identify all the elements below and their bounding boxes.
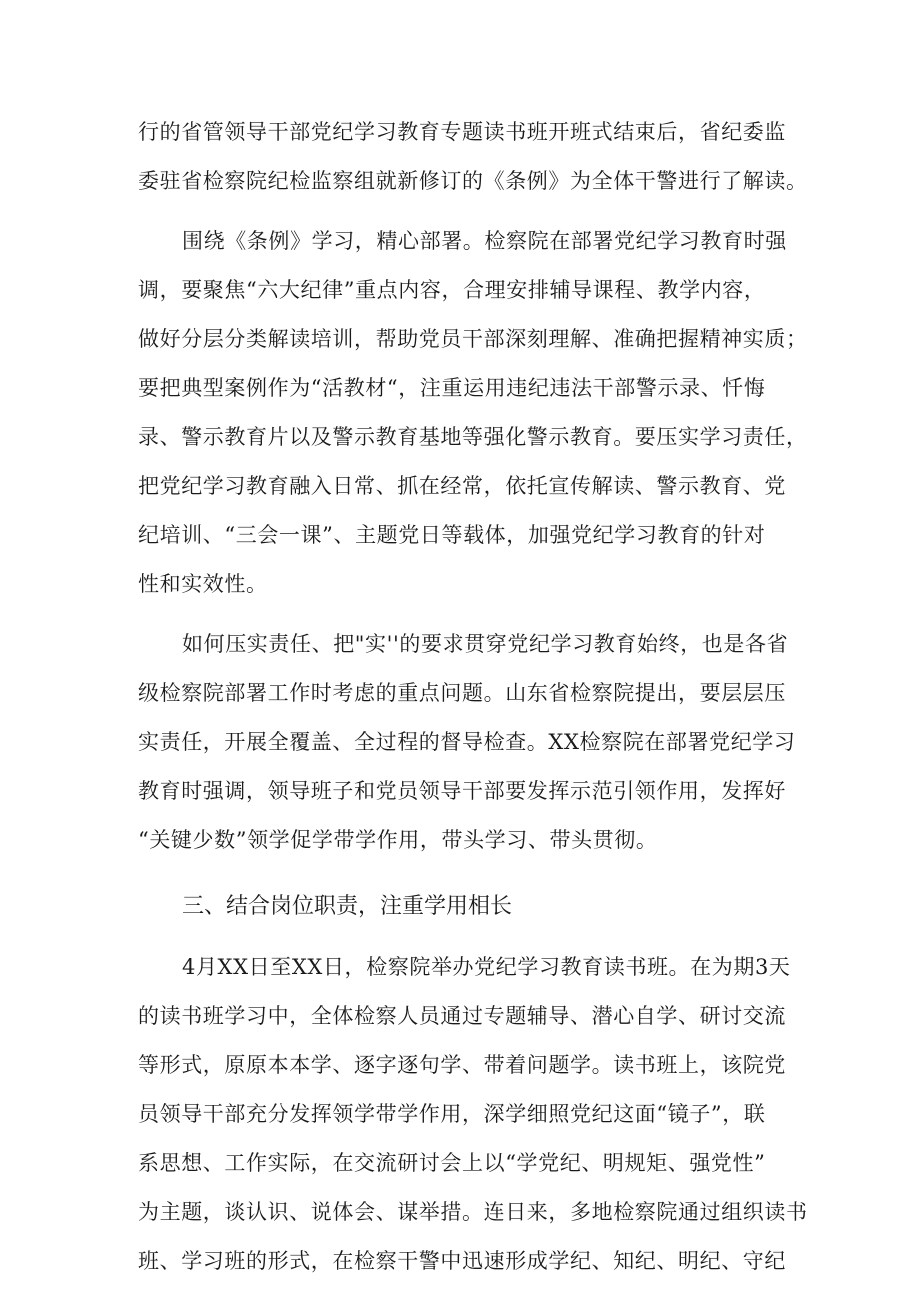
paragraph-2-line-4: 要把典型案例作为“活教材“，注重运用违纪违法干部警示录、忏悔 (138, 376, 766, 400)
paragraph-4-line-2: 的读书班学习中，全体检察人员通过专题辅导、潜心自学、研讨交流 (138, 1004, 786, 1028)
paragraph-4-line-6: 为主题，谈认识、说体会、谋举措。连日来，多地检察院通过组织读书 (138, 1200, 808, 1224)
paragraph-3-line-5: “关键少数”领学促学带学作用，带头学习、带头贯彻。 (138, 828, 658, 852)
paragraph-3-line-1: 如何压实责任、把"实''的要求贯穿党纪学习教育始终，也是各省 (182, 632, 789, 656)
paragraph-2-line-5: 录、警示教育片以及警示教育基地等强化警示教育。要压实学习责任， (138, 425, 808, 449)
paragraph-3-line-4: 教育时强调，领导班子和党员领导干部要发挥示范引领作用，发挥好 (138, 779, 786, 803)
paragraph-3-line-2: 级检察院部署工作时考虑的重点问题。山东省检察院提出，要层层压 (138, 681, 786, 705)
paragraph-1-line-1: 行的省管领导干部党纪学习教育专题读书班开班式结束后，省纪委监 (138, 120, 786, 144)
paragraph-2-line-2: 调，要聚焦“六大纪律”重点内容，合理安排辅导课程、教学内容， (138, 278, 766, 302)
paragraph-4-line-3: 等形式，原原本本学、逐字逐句学、带着问题学。读书班上，该院党 (138, 1053, 786, 1077)
paragraph-1-line-2: 委驻省检察院纪检监察组就新修订的《条例》为全体干警进行了解读。 (138, 169, 808, 193)
paragraph-2-line-3: 做好分层分类解读培训，帮助党员干部深刻理解、准确把握精神实质； (138, 327, 808, 351)
paragraph-3-line-3: 实责任，开展全覆盖、全过程的督导检查。XX检察院在部署党纪学习 (138, 730, 796, 754)
paragraph-4-line-4: 员领导干部充分发挥领学带学作用，深学细照党纪这面“镜子”，联 (138, 1102, 766, 1126)
paragraph-2-line-8: 性和实效性。 (138, 572, 268, 596)
paragraph-4-line-7: 班、学习班的形式，在检察干警中迅速形成学纪、知纪、明纪、守纪 (138, 1249, 786, 1273)
paragraph-4-line-1: 4月XX日至XX日，检察院举办党纪学习教育读书班。在为期3天 (182, 955, 791, 979)
section-heading: 三、结合岗位职责，注重学用相长 (182, 894, 513, 919)
paragraph-2-line-6: 把党纪学习教育融入日常、抓在经常，依托宣传解读、警示教育、党 (138, 474, 786, 498)
paragraph-2-line-1: 围绕《条例》学习，精心部署。检察院在部署党纪学习教育时强 (182, 229, 787, 253)
paragraph-2-line-7: 纪培训、“三会一课”、主题党日等载体，加强党纪学习教育的针对 (138, 523, 766, 547)
paragraph-4-line-5: 系思想、工作实际，在交流研讨会上以“学党纪、明规矩、强党性” (138, 1151, 766, 1175)
